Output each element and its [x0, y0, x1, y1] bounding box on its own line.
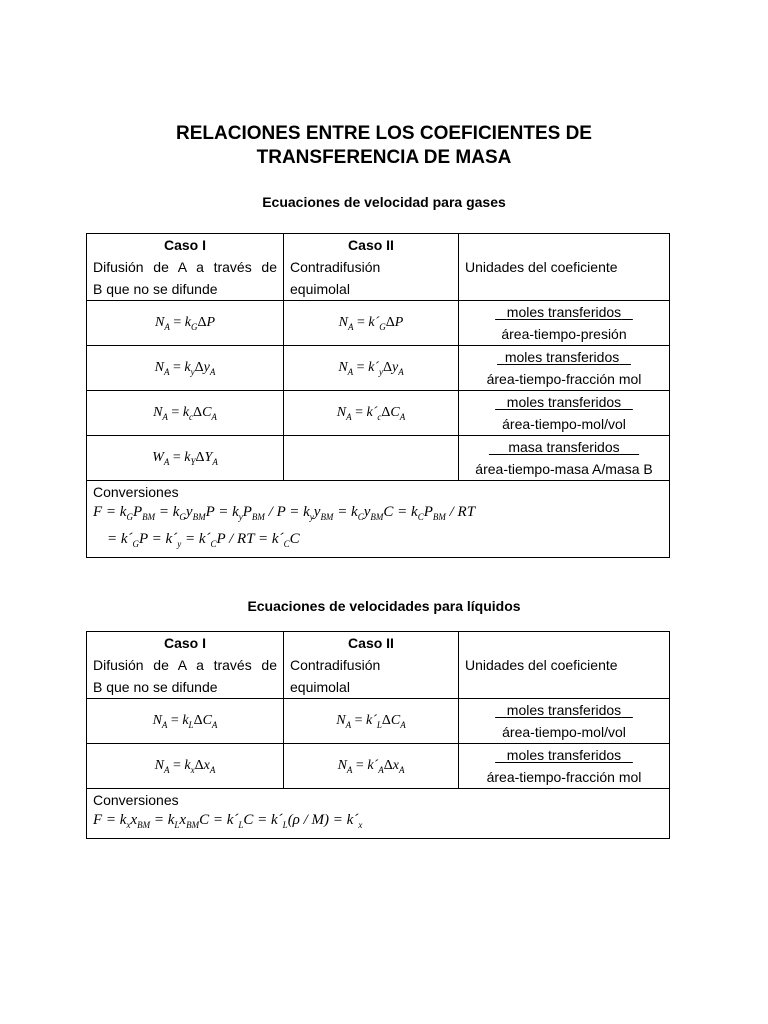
formula-caso2: $N_A$ = $k´_L\Delta C_A$	[284, 699, 459, 744]
unit-numerator: moles transferidos	[506, 747, 622, 763]
formula-caso1: $N_A = k_L\Delta C_A$	[87, 699, 284, 744]
caso1-desc-line2: B que no se difunde	[93, 679, 218, 695]
liquids-header-caso2	[284, 632, 459, 699]
formula-caso1: $N_A = k_y\Delta y_A$	[87, 346, 284, 391]
gases-row	[87, 301, 670, 346]
liquids-conversions-row	[87, 789, 670, 839]
formula-caso2-empty	[284, 436, 459, 481]
liquids-row	[87, 744, 670, 789]
conversions-equation-line1: $F = k_GP_{BM} = k_Gy_{BM}P = k_yP_{BM} / P = k_yy_{BM} = k_Cy_{BM}C = k_CP_{BM}$ / RT	[93, 504, 476, 522]
gases-row	[87, 346, 670, 391]
caso1-desc-line1: Difusión de A a través de	[93, 259, 277, 275]
gases-header-row	[87, 234, 670, 301]
formula-caso2: $N_A$ = $k´_c\Delta C_A$	[284, 391, 459, 436]
unit-numerator: moles transferidos	[504, 349, 620, 365]
unit-numerator: masa transferidos	[508, 439, 620, 455]
liquids-table	[86, 631, 670, 839]
formula-caso2: $N_A$ = $k´_y\Delta y_A$	[284, 346, 459, 391]
unit-denominator: área-tiempo-fracción mol	[486, 371, 642, 387]
gases-header-caso2	[284, 234, 459, 301]
unit-cell	[459, 391, 670, 436]
caso2-title: Caso II	[348, 635, 394, 651]
formula-caso1: $N_A = k_G\Delta P$	[87, 301, 284, 346]
unit-denominator: área-tiempo-mol/vol	[502, 416, 626, 432]
gases-row	[87, 391, 670, 436]
caso2-desc-line1: Contradifusión	[290, 259, 381, 275]
caso1-title: Caso I	[163, 635, 206, 651]
title-line-1: RELACIONES ENTRE LOS COEFICIENTES DE	[176, 123, 592, 144]
liquids-row	[87, 699, 670, 744]
unit-denominator: área-tiempo-fracción mol	[486, 769, 642, 785]
conversions-cell	[87, 789, 670, 839]
liquids-subtitle: Ecuaciones de velocidades para líquidos	[247, 598, 521, 614]
formula-caso1: $W_A = k_Y\Delta Y_A$	[87, 436, 284, 481]
unit-numerator: moles transferidos	[506, 394, 622, 410]
conversions-equation-line1: $F = k_xx_{BM} = k_Lx_{BM}C$ = $k´_LC$ = $k´_L(\rho / M)$ = $k´_x$	[93, 812, 363, 830]
unit-denominator: área-tiempo-mol/vol	[502, 724, 626, 740]
conversions-label: Conversiones	[93, 484, 179, 500]
caso1-desc-line2: B que no se difunde	[93, 281, 218, 297]
unit-cell	[459, 301, 670, 346]
caso1-title: Caso I	[163, 237, 206, 253]
conversions-cell	[87, 481, 670, 558]
gases-subtitle: Ecuaciones de velocidad para gases	[262, 194, 506, 210]
title-line-2: TRANSFERENCIA DE MASA	[256, 147, 512, 168]
unit-cell	[459, 436, 670, 481]
formula-caso2: $N_A$ = $k´_G\Delta P$	[284, 301, 459, 346]
unit-denominator: área-tiempo-masa A/masa B	[475, 461, 653, 477]
unit-numerator: moles transferidos	[506, 304, 622, 320]
liquids-header-row	[87, 632, 670, 699]
gases-row	[87, 436, 670, 481]
liquids-header-caso1	[87, 632, 284, 699]
caso1-desc-line1: Difusión de A a través de	[93, 657, 277, 673]
caso2-desc-line2: equimolal	[290, 281, 350, 297]
unit-cell	[459, 744, 670, 789]
formula-caso1: $N_A = k_x\Delta x_A$	[87, 744, 284, 789]
unit-numerator: moles transferidos	[506, 702, 622, 718]
unit-cell	[459, 346, 670, 391]
conversions-label: Conversiones	[93, 792, 179, 808]
conversions-equation-line2: = $k´_GP$ = $k´_y$ = $k´_CP$ / RT = $k´_CC$	[107, 531, 300, 549]
formula-caso2: $N_A$ = $k´_A\Delta x_A$	[284, 744, 459, 789]
unit-cell	[459, 699, 670, 744]
formula-caso1: $N_A = k_c\Delta C_A$	[87, 391, 284, 436]
unit-denominator: área-tiempo-presión	[501, 326, 627, 342]
caso2-title: Caso II	[348, 237, 394, 253]
units-header: Unidades del coeficiente	[459, 234, 670, 301]
gases-table	[86, 233, 670, 558]
units-header: Unidades del coeficiente	[459, 632, 670, 699]
caso2-desc-line2: equimolal	[290, 679, 350, 695]
caso2-desc-line1: Contradifusión	[290, 657, 381, 673]
gases-conversions-row	[87, 481, 670, 558]
gases-header-caso1	[87, 234, 284, 301]
